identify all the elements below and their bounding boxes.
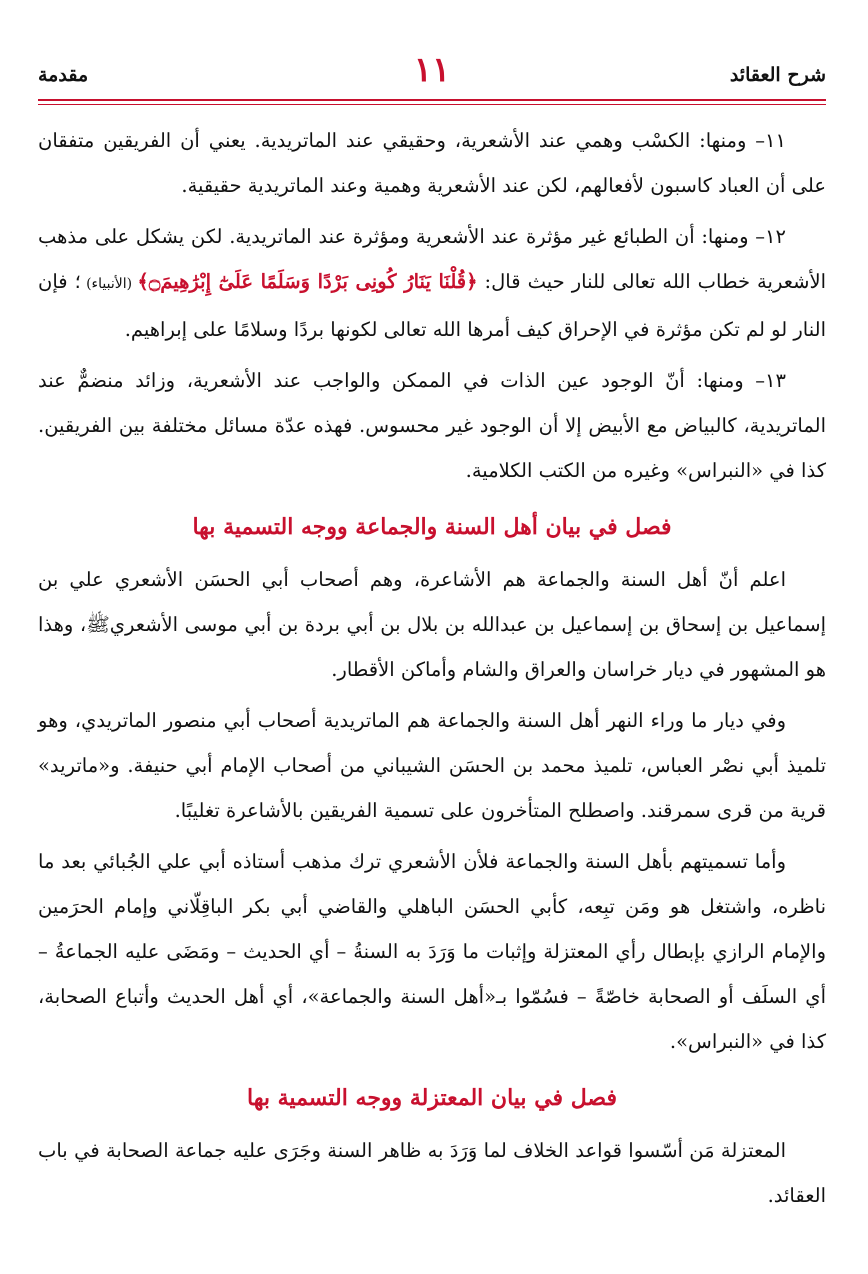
section-heading-ahl-sunnah: فصل في بيان أهل السنة والجماعة ووجه التسمية بها [192, 514, 672, 540]
paragraph-maturidiyya: وفي ديار ما وراء النهر أهل السنة والجماعة هم الماتريدية أصحاب أبي منصور الماتريدي، وهو تلميذ أبي نصْر العباس، تلميذ محمد بن الحسَن الشيباني من أصحاب الإمام أبي حنيفة. و«ماتريد» قرية من قرى سمرقند. واصطلح المتأخرون على تسمية الفريقين بالأشاعرة تغليبًا. [38, 709, 826, 822]
paragraph-12-text-before: ١٢– ومنها: أن الطبائع غير مؤثرة عند الأشعرية ومؤثرة عند الماتريدية. لكن يشكل على مذهب الأشعرية خطاب الله تعالى للنار حيث قال: [38, 225, 826, 293]
paragraph-mutazila: المعتزلة مَن أسّسوا قواعد الخلاف لما وَرَدَ به ظاهر السنة وجَرَى عليه جماعة الصحابة في باب العقائد. [38, 1139, 826, 1207]
paragraph-12 [38, 214, 826, 352]
page-body [38, 118, 826, 1224]
section-heading-mutazila: فصل في بيان المعتزلة ووجه التسمية بها [247, 1085, 617, 1111]
section-title: مقدمة [38, 64, 89, 86]
book-title: شرح العقائد [729, 64, 826, 86]
quran-verse: ﴿قُلْنَا يَنَارُ كُونِى بَرْدًا وَسَلَمًا عَلَىٰٓ إِبْرَٰهِيمَ۝﴾ [137, 270, 478, 293]
header-rule [38, 99, 826, 101]
paragraph-13: ١٣– ومنها: أنّ الوجود عين الذات في الممكن والواجب عند الأشعرية، وزائد منضمٌّ عند الماتريدية، كالبياض مع الأبيض إلا أن الوجود غير محسوس. فهذه عدّة مسائل مختلفة بين الفريقين. كذا في «النبراس» وغيره من الكتب الكلامية. [38, 369, 826, 482]
verse-reference: (الأنبياء) [80, 276, 138, 292]
paragraph-naming: وأما تسميتهم بأهل السنة والجماعة فلأن الأشعري ترك مذهب أستاذه أبي علي الجُبائي بعد ما ناظره، واشتغل هو ومَن تبِعه، كأبي الحسَن الباهلي والقاضي أبي بكر الباقِلّاني وإمام الحرَمين والإمام الرازي بإبطال رأي المعتزلة وإثبات ما وَرَدَ به السنةُ – أي الحديث – ومَضَى عليه الجماعةُ – أي السلَف أو الصحابة خاصّةً – فسُمّوا بـ«أهل السنة والجماعة»، أي أهل الحديث وأتباع الصحابة، كذا في «النبراس». [38, 850, 826, 1053]
paragraph-11: ١١– ومنها: الكسْب وهمي عند الأشعرية، وحقيقي عند الماتريدية. يعني أن الفريقين متفقان على أن العباد كاسبون لأفعالهم، لكن عند الأشعرية وهمية وعند الماتريدية حقيقية. [38, 129, 826, 197]
paragraph-12-text-after: ؛ فإن النار لو لم تكن مؤثرة في الإحراق كيف أمرها الله تعالى لكونها بردًا وسلامًا على إبراهيم. [38, 270, 826, 341]
running-header [38, 50, 826, 96]
page-number: ١١ [413, 50, 451, 90]
paragraph-ashaira: اعلم أنّ أهل السنة والجماعة هم الأشاعرة، وهم أصحاب أبي الحسَن الأشعري علي بن إسماعيل بن إسحاق بن إسماعيل بن عبدالله بن بلال بن أبي بردة بن أبي موسى الأشعريﷺ، وهذا هو المشهور في ديار خراسان والعراق والشام وأماكن الأقطار. [38, 568, 826, 681]
